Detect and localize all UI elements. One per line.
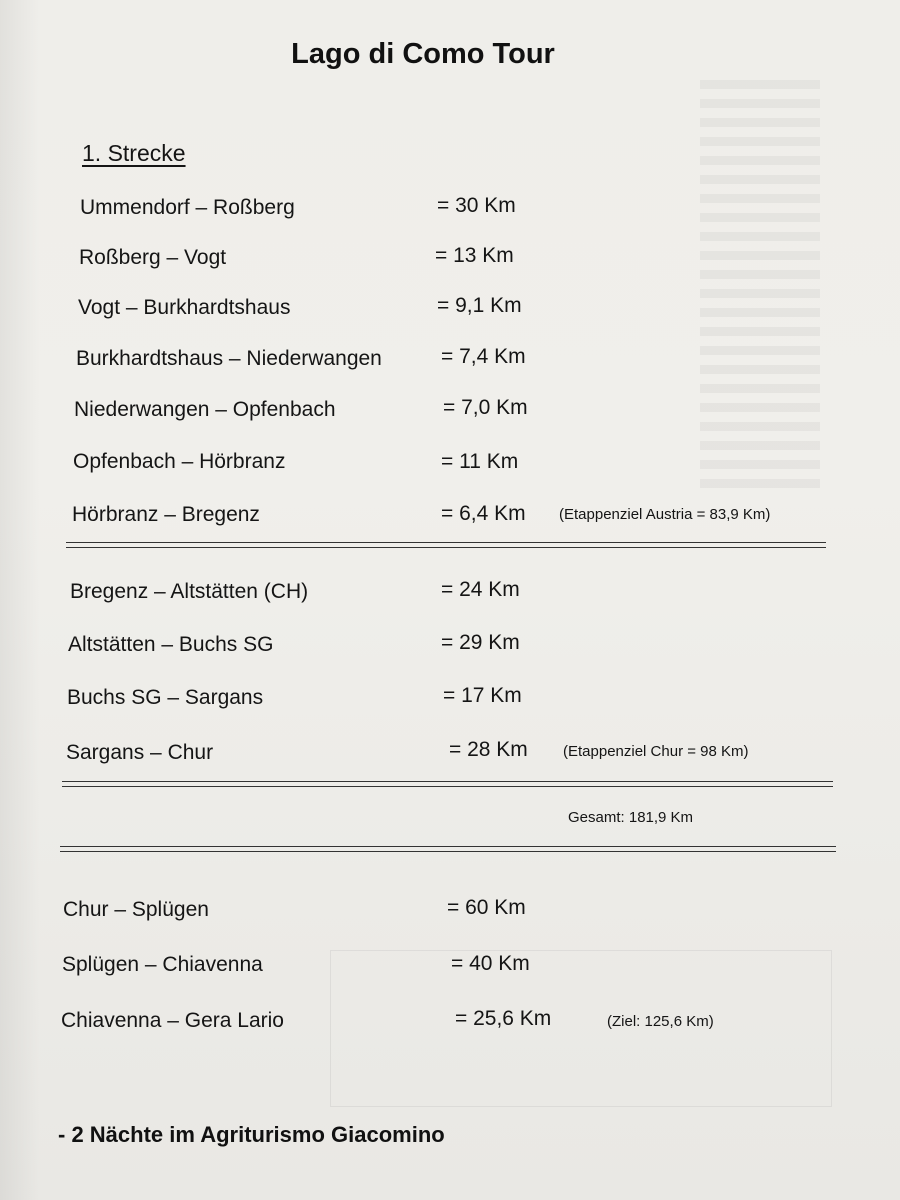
route-label: Niederwangen – Opfenbach (74, 398, 336, 421)
stage-note: (Etappenziel Austria = 83,9 Km) (559, 506, 771, 523)
route-label: Sargans – Chur (66, 741, 214, 764)
route-label: Buchs SG – Sargans (67, 686, 264, 709)
route-distance: = 60 Km (447, 896, 526, 919)
route-label: Chur – Splügen (63, 898, 209, 921)
route-distance: = 7,4 Km (441, 345, 526, 368)
route-label: Opfenbach – Hörbranz (73, 450, 286, 473)
document-title: Lago di Como Tour (291, 38, 555, 70)
route-label: Roßberg – Vogt (79, 246, 227, 269)
route-distance: = 24 Km (441, 578, 520, 601)
route-label: Splügen – Chiavenna (62, 953, 263, 976)
route-distance: = 7,0 Km (443, 396, 528, 419)
section-divider (60, 846, 836, 852)
route-label: Ummendorf – Roßberg (80, 196, 295, 219)
route-label: Altstätten – Buchs SG (68, 633, 274, 656)
total-distance: Gesamt: 181,9 Km (568, 809, 694, 826)
route-distance: = 9,1 Km (437, 294, 522, 317)
route-distance: = 6,4 Km (441, 502, 526, 525)
route-distance: = 29 Km (441, 631, 520, 654)
route-distance: = 13 Km (435, 244, 514, 267)
route-distance: = 17 Km (443, 684, 522, 707)
route-distance: = 40 Km (451, 952, 530, 975)
stage-note: (Ziel: 125,6 Km) (607, 1013, 714, 1030)
section-heading: 1. Strecke (82, 140, 186, 166)
footer-note: - 2 Nächte im Agriturismo Giacomino (58, 1122, 445, 1147)
route-distance: = 28 Km (449, 738, 528, 761)
route-label: Hörbranz – Bregenz (72, 503, 260, 526)
route-label: Chiavenna – Gera Lario (61, 1009, 284, 1032)
route-label: Burkhardtshaus – Niederwangen (76, 347, 382, 370)
stage-note: (Etappenziel Chur = 98 Km) (563, 743, 749, 760)
route-distance: = 30 Km (437, 194, 516, 217)
page-shadow (0, 0, 40, 1200)
route-label: Vogt – Burkhardtshaus (78, 296, 291, 319)
bleed-through-box (330, 950, 832, 1107)
section-divider (66, 542, 826, 548)
bleed-through-box-2 (700, 80, 820, 490)
route-distance: = 25,6 Km (455, 1007, 552, 1030)
section-divider (62, 781, 833, 787)
route-distance: = 11 Km (441, 450, 519, 473)
route-label: Bregenz – Altstätten (CH) (70, 580, 309, 603)
